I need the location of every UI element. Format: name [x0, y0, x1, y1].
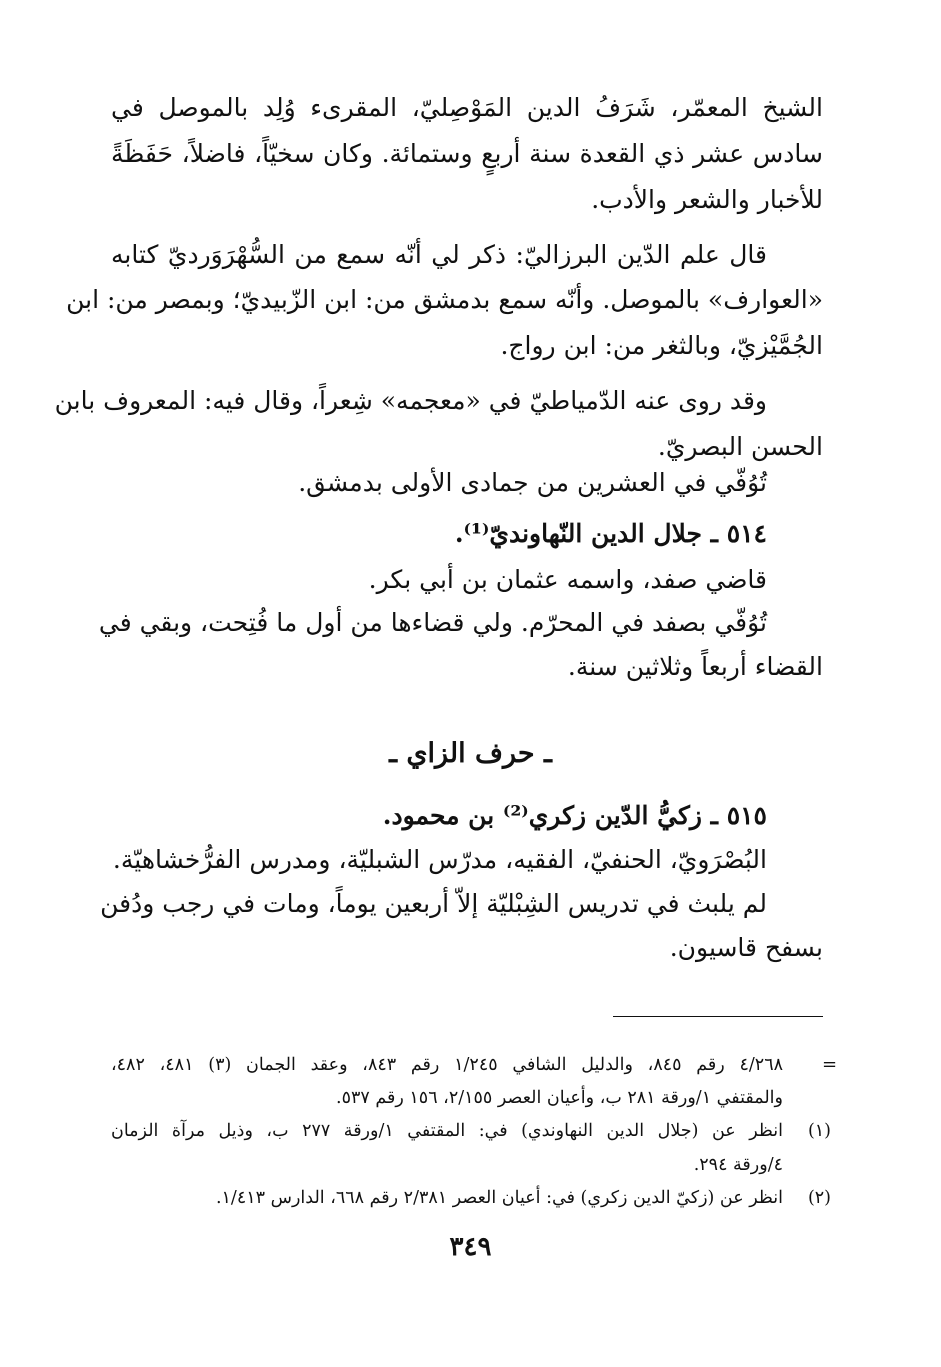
footnote-text: ٤/ورقة ٢٩٤. [693, 1155, 783, 1175]
body-text-line: تُوُفّي في العشرين من جمادى الأولى بدمشق. [298, 468, 767, 497]
footnote-number: (٢) [807, 1188, 831, 1208]
body-text-line: لم يلبث في تدريس الشِبْليّة إلاّ أربعين يوماً، ومات في رجب ودُفن [100, 889, 767, 918]
body-text-line: الحسن البصريّ. [657, 432, 823, 461]
footnote-text: انظر عن (جلال الدين النهاوندي) في: المقتفي ١/ورقة ٢٧٧ ب، وذيل مرآة الزمان [111, 1121, 783, 1141]
page-number: ٣٤٩ [449, 1232, 492, 1262]
body-text-line: تُوُفّي بصفد في المحرّم. ولي قضاءها من أول ما فُتِحت، وبقي في [98, 608, 767, 637]
body-text-line: ٥١٤ ـ جلال الدين النّهاونديّ⁽¹⁾. [454, 519, 767, 548]
footnote-text: ٤/٢٦٨ رقم ٨٤٥، والدليل الشافي ١/٢٤٥ رقم ٨٤٣، وعقد الجمان (٣) ٤٨١، ٤٨٢، [111, 1055, 784, 1075]
body-text-line: قال علم الدّين البرزاليّ: ذكر لي أنّه سمع من السُّهْرَوَرديّ كتابه [111, 240, 767, 269]
section-heading: ـ حرف الزاي ـ [389, 738, 552, 769]
footnote-text: والمقتفي ١/ورقة ٢٨١ ب، وأعيان العصر ٢/١٥٥، ١٥٦ رقم ٥٣٧. [336, 1088, 783, 1108]
body-text-line: «العوارف» بالموصل. وأنّه سمع بدمشق من: ابن الزّبيديّ؛ وبمصر من: ابن [66, 285, 823, 314]
body-text-line: البُصْرَويّ، الحنفيّ، الفقيه، مدرّس الشبليّة، ومدرس الفرُّخشاهيّة. [112, 845, 767, 874]
body-text-line: قاضي صفد، واسمه عثمان بن أبي بكر. [368, 565, 767, 594]
body-text-line: بسفح قاسيون. [669, 933, 823, 962]
footnote-continuation-mark: = [822, 1054, 838, 1075]
body-text-line: سادس عشر ذي القعدة سنة أربعٍ وستمائة. وكان سخيّاً، فاضلاً، حَفَظَةً [111, 139, 823, 168]
footnote-text: انظر عن (زكيّ الدين زكري) في: أعيان العصر ٢/٣٨١ رقم ٦٦٨، الدارس ١/٤١٣. [215, 1188, 783, 1208]
body-text-line: الشيخ المعمّر، شَرَفُ الدين المَوْصِليّ، المقرىء وُلِد بالموصل في [111, 93, 823, 122]
footnote-number: (١) [807, 1121, 831, 1141]
footnote-separator [613, 1016, 823, 1017]
body-text-line: وقد روى عنه الدّمياطيّ في «معجمه» شِعراً، وقال فيه: المعروف بابن [54, 386, 767, 415]
body-text-line: الجُمَّيْزيّ، وبالثغر من: ابن رواج. [500, 331, 823, 360]
body-text-line: للأخبار والشعر والأدب. [591, 185, 823, 214]
body-text-line: ٥١٥ ـ زكيُّ الدّين زكري⁽²⁾ بن محمود. [382, 801, 767, 830]
body-text-line: القضاء أربعاً وثلاثين سنة. [567, 652, 823, 681]
